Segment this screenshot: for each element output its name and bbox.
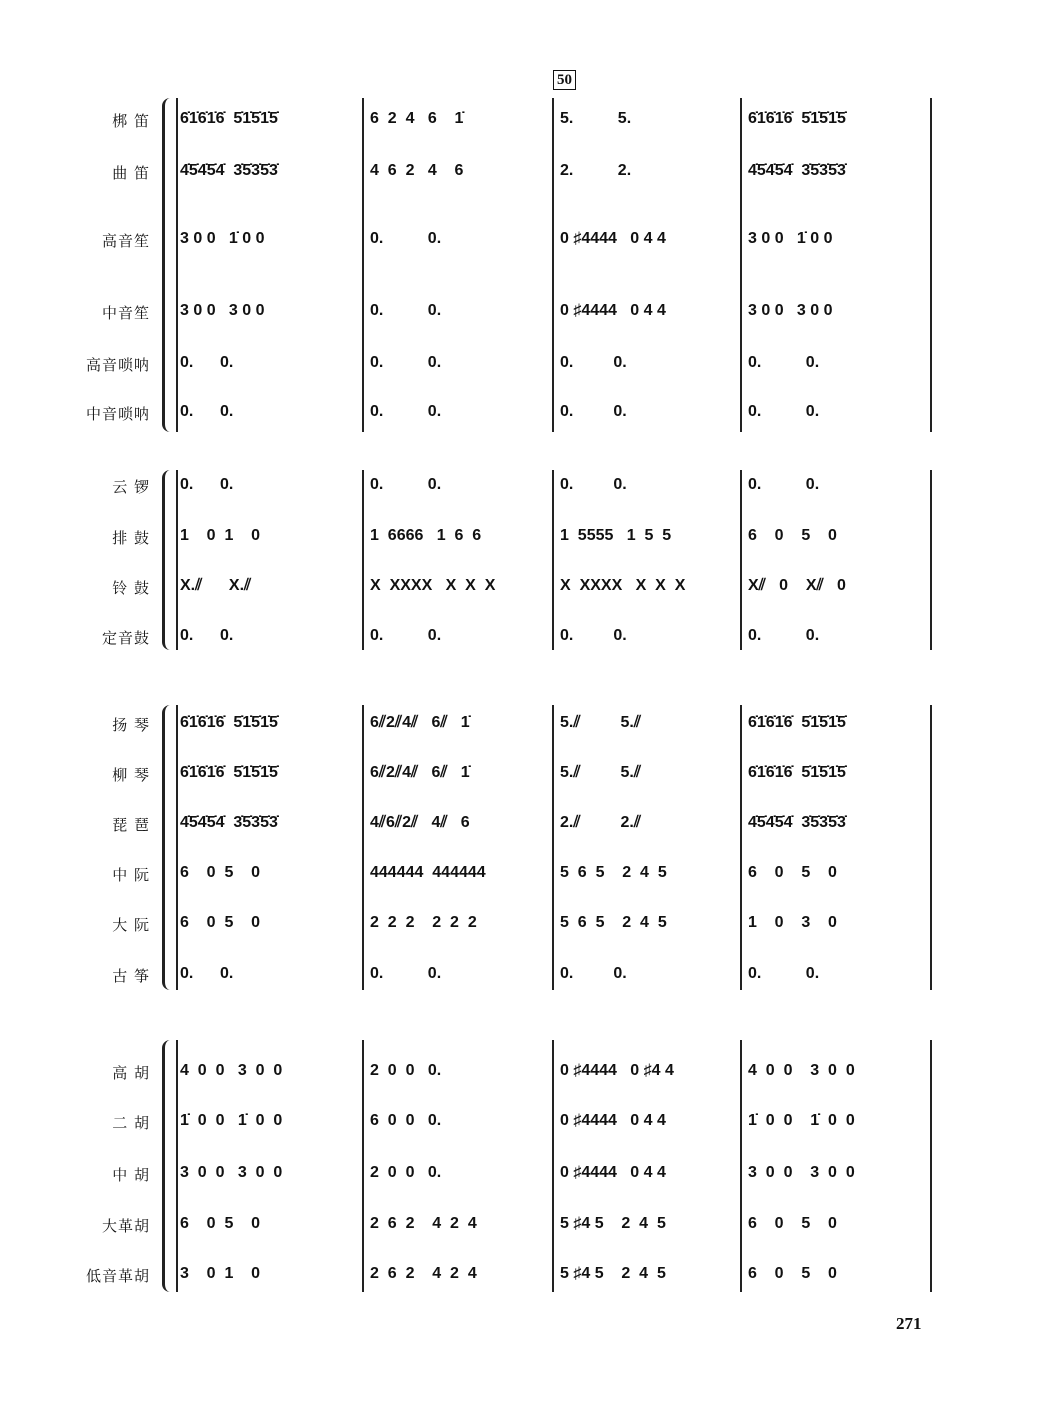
instrument-label: 曲 笛 bbox=[112, 164, 150, 182]
instrument-label: 梆 笛 bbox=[112, 112, 150, 130]
measure-notes: 0. 0. bbox=[180, 965, 234, 982]
measure-notes: 5 6 5 2 4 5 bbox=[560, 864, 667, 881]
barline bbox=[552, 98, 554, 432]
barline bbox=[362, 98, 364, 432]
barline bbox=[930, 98, 932, 432]
measure-notes: 5 6 5 2 4 5 bbox=[560, 914, 667, 931]
measure-notes: 6̇1̇6̇1̇6̇ 5̇1̇5̇1̇5̇ bbox=[748, 764, 846, 781]
measure-notes: 5 ♯4 5 2 4 5 bbox=[560, 1265, 666, 1282]
measure-notes: 2 6 2 4 2 4 bbox=[370, 1215, 477, 1232]
measure-notes: 4⫽6⫽2⫽ 4⫽ 6 bbox=[370, 814, 470, 831]
measure-notes: 6 2 4 6 1̇ bbox=[370, 110, 464, 127]
measure-notes: 4 6 2 4 6 bbox=[370, 162, 464, 179]
measure-notes: X⫽ 0 X⫽ 0 bbox=[748, 577, 846, 594]
measure-notes: 3 0 0 3 0 0 bbox=[180, 302, 265, 319]
measure-notes: 6 0 5 0 bbox=[748, 1265, 837, 1282]
measure-notes: 6 0 5 0 bbox=[748, 1215, 837, 1232]
measure-notes: 3 0 0 3 0 0 bbox=[180, 1164, 283, 1181]
measure-notes: 3 0 0 3 0 0 bbox=[748, 1164, 855, 1181]
instrument-label: 扬 琴 bbox=[112, 716, 150, 734]
measure-notes: 3 0 0 1̇ 0 0 bbox=[180, 230, 265, 247]
measure-notes: 0. 0. bbox=[748, 965, 820, 982]
measure-notes: 0 ♯4444 0 4 4 bbox=[560, 302, 666, 319]
measure-notes: 3 0 0 3 0 0 bbox=[748, 302, 833, 319]
measure-notes: 2.⫽ 2.⫽ bbox=[560, 814, 641, 831]
measure-notes: 3 0 0 1̇ 0 0 bbox=[748, 230, 833, 247]
measure-notes: 6̇1̇6̇1̇6̇ 5̇1̇5̇1̇5̇ bbox=[180, 764, 278, 781]
measure-notes: 4̇5̇4̇5̇4̇ 3̇5̇3̇5̇3̇ bbox=[180, 814, 278, 831]
measure-notes: 1̇ 0 0 1̇ 0 0 bbox=[748, 1112, 855, 1129]
measure-notes: 4̇5̇4̇5̇4̇ 3̇5̇3̇5̇3̇ bbox=[748, 814, 846, 831]
measure-notes: 2 0 0 0. bbox=[370, 1062, 442, 1079]
measure-notes: 1 5555 1 5 5 bbox=[560, 527, 672, 544]
measure-notes: 6̇1̇6̇1̇6̇ 5̇1̇5̇1̇5̇ bbox=[180, 110, 278, 127]
measure-notes: 6̇1̇6̇1̇6̇ 5̇1̇5̇1̇5̇ bbox=[180, 714, 278, 731]
instrument-label: 高音唢呐 bbox=[85, 356, 150, 374]
measure-notes: 444444 444444 bbox=[370, 864, 486, 881]
measure-notes: 2 0 0 0. bbox=[370, 1164, 442, 1181]
rehearsal-mark: 50 bbox=[553, 70, 576, 90]
measure-notes: 0 ♯4444 0 4 4 bbox=[560, 1164, 666, 1181]
measure-notes: 0. 0. bbox=[370, 230, 442, 247]
measure-notes: 6 0 5 0 bbox=[180, 914, 261, 931]
measure-notes: 6 0 0 0. bbox=[370, 1112, 442, 1129]
measure-notes: 1 0 1 0 bbox=[180, 527, 261, 544]
barline bbox=[740, 98, 742, 432]
measure-notes: 4 0 0 3 0 0 bbox=[748, 1062, 855, 1079]
barline bbox=[176, 705, 178, 990]
measure-notes: 0 ♯4444 0 ♯4 4 bbox=[560, 1062, 674, 1079]
instrument-label: 排 鼓 bbox=[112, 529, 150, 547]
barline bbox=[362, 705, 364, 990]
instrument-label: 中音唢呐 bbox=[85, 405, 150, 423]
barline bbox=[930, 470, 932, 650]
instrument-label: 中音笙 bbox=[101, 304, 150, 322]
measure-notes: 0. 0. bbox=[370, 403, 442, 420]
instrument-label: 云 锣 bbox=[112, 478, 150, 496]
measure-notes: 0. 0. bbox=[560, 627, 627, 644]
measure-notes: 0. 0. bbox=[560, 965, 627, 982]
instrument-label: 琵 琶 bbox=[112, 816, 150, 834]
measure-notes: 0. 0. bbox=[370, 476, 442, 493]
measure-notes: 0. 0. bbox=[180, 354, 234, 371]
measure-notes: 2. 2. bbox=[560, 162, 632, 179]
measure-notes: X XXXX X X X bbox=[370, 577, 496, 594]
barline bbox=[176, 98, 178, 432]
measure-notes: 2 2 2 2 2 2 bbox=[370, 914, 477, 931]
measure-notes: 2 6 2 4 2 4 bbox=[370, 1265, 477, 1282]
instrument-label: 柳 琴 bbox=[112, 766, 150, 784]
group-brace bbox=[162, 1040, 175, 1292]
barline bbox=[362, 1040, 364, 1292]
measure-notes: 0 ♯4444 0 4 4 bbox=[560, 230, 666, 247]
barline bbox=[176, 1040, 178, 1292]
measure-notes: 6 0 5 0 bbox=[180, 864, 261, 881]
measure-notes: 0. 0. bbox=[370, 354, 442, 371]
measure-notes: X.⫽ X.⫽ bbox=[180, 577, 252, 594]
barline bbox=[552, 1040, 554, 1292]
instrument-label: 定音鼓 bbox=[101, 629, 150, 647]
barline bbox=[552, 705, 554, 990]
measure-notes: 1 6666 1 6 6 bbox=[370, 527, 482, 544]
measure-notes: 6̇1̇6̇1̇6̇ 5̇1̇5̇1̇5̇ bbox=[748, 714, 846, 731]
barline bbox=[740, 705, 742, 990]
instrument-label: 高音笙 bbox=[101, 232, 150, 250]
measure-notes: 0. 0. bbox=[748, 627, 820, 644]
measure-notes: 5.⫽ 5.⫽ bbox=[560, 764, 641, 781]
measure-notes: 5 ♯4 5 2 4 5 bbox=[560, 1215, 666, 1232]
measure-notes: 4̇5̇4̇5̇4̇ 3̇5̇3̇5̇3̇ bbox=[748, 162, 846, 179]
instrument-label: 中 阮 bbox=[112, 866, 150, 884]
measure-notes: 6⫽2⫽4⫽ 6⫽ 1̇ bbox=[370, 764, 470, 781]
measure-notes: 0. 0. bbox=[370, 965, 442, 982]
measure-notes: 1̇ 0 0 1̇ 0 0 bbox=[180, 1112, 283, 1129]
measure-notes: 4 0 0 3 0 0 bbox=[180, 1062, 283, 1079]
measure-notes: 3 0 1 0 bbox=[180, 1265, 261, 1282]
measure-notes: 0. 0. bbox=[748, 476, 820, 493]
barline bbox=[552, 470, 554, 650]
measure-notes: 0. 0. bbox=[748, 403, 820, 420]
instrument-label: 二 胡 bbox=[112, 1114, 150, 1132]
measure-notes: 0. 0. bbox=[370, 302, 442, 319]
group-brace bbox=[162, 705, 175, 990]
measure-notes: 0. 0. bbox=[748, 354, 820, 371]
measure-notes: 6 0 5 0 bbox=[748, 527, 837, 544]
page-number: 271 bbox=[896, 1314, 922, 1333]
measure-notes: 6⫽2⫽4⫽ 6⫽ 1̇ bbox=[370, 714, 470, 731]
instrument-label: 大 阮 bbox=[112, 916, 150, 934]
measure-notes: 5.⫽ 5.⫽ bbox=[560, 714, 641, 731]
instrument-label: 铃 鼓 bbox=[112, 579, 150, 597]
measure-notes: 0. 0. bbox=[560, 354, 627, 371]
measure-notes: X XXXX X X X bbox=[560, 577, 686, 594]
instrument-label: 高 胡 bbox=[112, 1064, 150, 1082]
barline bbox=[740, 470, 742, 650]
measure-notes: 5. 5. bbox=[560, 110, 632, 127]
measure-notes: 0. 0. bbox=[180, 476, 234, 493]
barline bbox=[930, 1040, 932, 1292]
measure-notes: 0. 0. bbox=[560, 476, 627, 493]
measure-notes: 0. 0. bbox=[560, 403, 627, 420]
measure-notes: 6̇1̇6̇1̇6̇ 5̇1̇5̇1̇5̇ bbox=[748, 110, 846, 127]
barline bbox=[740, 1040, 742, 1292]
measure-notes: 4̇5̇4̇5̇4̇ 3̇5̇3̇5̇3̇ bbox=[180, 162, 278, 179]
measure-notes: 0 ♯4444 0 4 4 bbox=[560, 1112, 666, 1129]
instrument-label: 古 筝 bbox=[112, 967, 150, 985]
barline bbox=[930, 705, 932, 990]
barline bbox=[362, 470, 364, 650]
instrument-label: 中 胡 bbox=[112, 1166, 150, 1184]
group-brace bbox=[162, 98, 175, 432]
instrument-label: 大革胡 bbox=[101, 1217, 150, 1235]
measure-notes: 0. 0. bbox=[180, 627, 234, 644]
instrument-label: 低音革胡 bbox=[85, 1267, 150, 1285]
measure-notes: 0. 0. bbox=[370, 627, 442, 644]
group-brace bbox=[162, 470, 175, 650]
measure-notes: 0. 0. bbox=[180, 403, 234, 420]
measure-notes: 6 0 5 0 bbox=[180, 1215, 261, 1232]
barline bbox=[176, 470, 178, 650]
measure-notes: 6 0 5 0 bbox=[748, 864, 837, 881]
measure-notes: 1 0 3 0 bbox=[748, 914, 837, 931]
